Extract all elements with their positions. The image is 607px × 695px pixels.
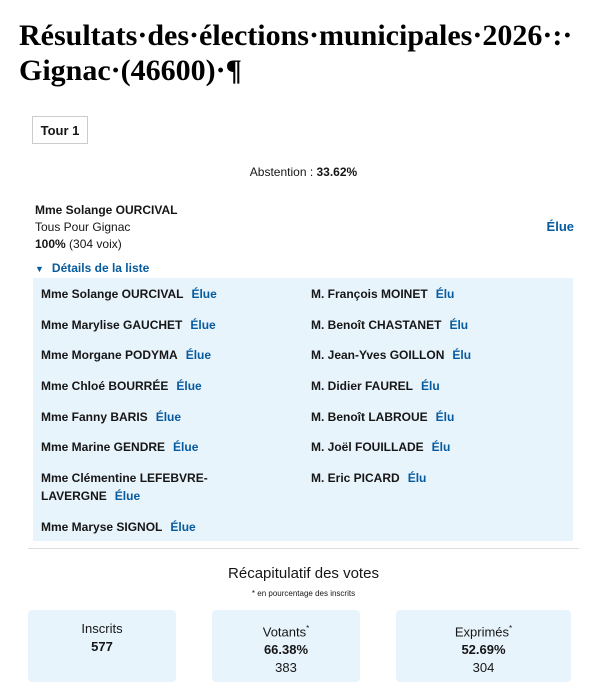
member-status: Élue	[185, 348, 212, 363]
member-name: Mme Chloé BOURRÉE	[41, 379, 169, 394]
list-member	[311, 346, 561, 364]
member-status: Élue	[190, 317, 216, 332]
member-name: M. François MOINET	[311, 287, 428, 301]
divider	[28, 548, 579, 549]
candidate-percent: 100%	[35, 237, 66, 251]
member-status: Élue	[176, 379, 202, 394]
list-member	[311, 469, 561, 487]
card-value: 383	[275, 660, 297, 676]
list-member	[311, 316, 561, 334]
list-name: Tous Pour Gignac	[35, 220, 131, 234]
member-name: Mme Maryse SIGNOL	[41, 519, 163, 534]
member-name: M. Benoît LABROUE	[311, 409, 428, 424]
list-member	[41, 518, 271, 536]
card-percent: 66.38%	[263, 642, 309, 658]
list-member	[41, 316, 271, 334]
member-name: Mme Solange OURCIVAL	[41, 287, 184, 301]
members-left-column	[41, 285, 271, 549]
member-status: Élue	[155, 409, 182, 424]
member-status: Élue	[191, 287, 217, 301]
list-member	[41, 285, 271, 303]
list-details-toggle[interactable]: ▼ Détails de la liste	[35, 261, 150, 275]
member-name: Mme Marylise GAUCHET	[41, 317, 183, 332]
member-status: Élue	[173, 440, 199, 455]
card-value: 304	[472, 660, 495, 676]
member-status: Élue	[170, 519, 196, 534]
tab-tour-1[interactable]: Tour 1	[32, 116, 88, 144]
candidate-votes: (304 voix)	[69, 237, 122, 251]
member-status: Élu	[435, 409, 455, 424]
recap-title: Récapitulatif des votes	[228, 565, 379, 582]
members-right-column	[311, 285, 561, 500]
card-label: Votants*	[262, 624, 310, 640]
candidate-summary	[35, 202, 177, 253]
list-member	[41, 469, 271, 505]
triangle-down-icon: ▼	[35, 264, 44, 274]
member-status: Élu	[421, 379, 440, 394]
candidate-name: Mme Solange OURCIVAL	[35, 203, 178, 217]
member-name: M. Joël FOUILLADE	[311, 440, 424, 455]
member-status: Élu	[452, 348, 472, 363]
member-name: M. Eric PICARD	[311, 471, 400, 486]
member-status: Élu	[431, 440, 451, 455]
list-member	[311, 285, 561, 303]
list-member	[41, 408, 271, 426]
member-name: Mme Marine GENDRE	[41, 440, 166, 455]
list-members-panel	[33, 278, 573, 541]
member-name: Mme Clémentine LEFEBVRE-LAVERGNE	[41, 471, 208, 504]
page-title: Résultats·des·élections·municipales·2026·:· Gignac·(46600)·¶	[19, 19, 573, 87]
recap-note: * en pourcentage des inscrits	[251, 589, 356, 598]
card-exprimes	[396, 610, 571, 682]
card-inscrits	[28, 610, 176, 682]
list-member	[311, 438, 561, 456]
card-votants	[212, 610, 360, 682]
member-name: M. Jean-Yves GOILLON	[311, 348, 445, 363]
candidate-status: Élue	[546, 219, 574, 234]
member-status: Élu	[435, 287, 455, 301]
list-member	[41, 438, 271, 456]
abstention: Abstention : 33.62%	[249, 165, 358, 179]
list-member	[311, 377, 561, 395]
member-status: Élu	[407, 471, 427, 486]
member-name: M. Didier FAUREL	[311, 379, 414, 394]
card-label: Inscrits	[81, 621, 123, 636]
list-member	[41, 346, 271, 364]
card-percent: 52.69%	[461, 642, 506, 658]
member-name: Mme Fanny BARIS	[41, 409, 148, 424]
list-member	[41, 377, 271, 395]
member-status: Élue	[114, 489, 141, 504]
member-status: Élu	[449, 317, 469, 332]
member-name: M. Benoît CHASTANET	[311, 317, 442, 332]
card-value: 577	[91, 639, 113, 654]
member-name: Mme Morgane PODYMA	[41, 348, 178, 363]
list-member	[311, 408, 561, 426]
card-label: Exprimés*	[454, 624, 513, 640]
